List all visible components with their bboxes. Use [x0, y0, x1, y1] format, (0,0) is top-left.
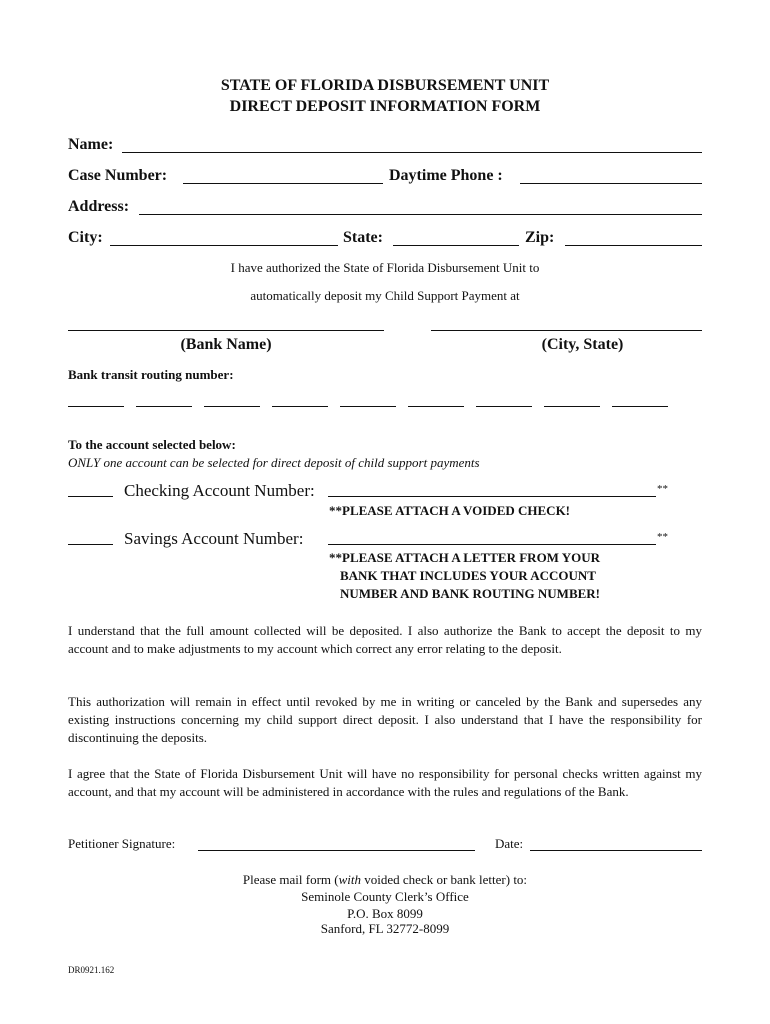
authorization-line1: I have authorized the State of Florida Disbursement Unit to	[230, 260, 540, 275]
city-label: City:	[68, 229, 103, 246]
savings-account-label: Savings Account Number:	[124, 529, 304, 548]
state-label: State:	[343, 229, 383, 246]
bank-city-state-label: (City, State)	[541, 336, 624, 353]
daytime-phone-label: Daytime Phone :	[389, 167, 503, 184]
address-label: Address:	[68, 198, 130, 215]
savings-attach-note-line1: **PLEASE ATTACH A LETTER FROM YOUR	[329, 550, 600, 565]
routing-digit-field[interactable]	[68, 406, 124, 407]
account-heading: To the account selected below:	[68, 437, 236, 452]
name-field[interactable]	[122, 152, 702, 153]
case-number-label: Case Number:	[68, 167, 168, 184]
savings-suffix: **	[657, 531, 668, 543]
authorization-paragraph: This authorization will remain in effect until revoked by me in writing or canceled by the Bank and supersedes any existing instructions concerning my child support direct deposit. I also understand that I have the responsibility for discontinuing the deposits.	[68, 694, 702, 745]
mail-instructions-after: voided check or bank letter) to:	[361, 872, 528, 887]
account-note: ONLY one account can be selected for direct deposit of child support payments	[68, 455, 480, 470]
routing-digit-field[interactable]	[612, 406, 668, 407]
address-field[interactable]	[139, 214, 702, 215]
petitioner-signature-label: Petitioner Signature:	[68, 836, 176, 851]
case-number-field[interactable]	[183, 183, 383, 184]
form-title-line2: DIRECT DEPOSIT INFORMATION FORM	[229, 98, 541, 115]
mail-office: Seminole County Clerk’s Office	[301, 889, 469, 904]
checking-select-field[interactable]	[68, 496, 113, 497]
savings-select-field[interactable]	[68, 544, 113, 545]
checking-attach-note: **PLEASE ATTACH A VOIDED CHECK!	[329, 503, 571, 518]
bank-name-field[interactable]	[68, 330, 384, 331]
daytime-phone-field[interactable]	[520, 183, 702, 184]
checking-account-field[interactable]	[328, 496, 656, 497]
form-title-line1: STATE OF FLORIDA DISBURSEMENT UNIT	[220, 77, 550, 94]
name-label: Name:	[68, 136, 114, 153]
bank-city-state-field[interactable]	[431, 330, 702, 331]
mail-instructions	[0, 871, 770, 888]
mail-instructions-before: Please mail form (	[242, 872, 339, 887]
responsibility-paragraph: I agree that the State of Florida Disbursement Unit will have no responsibility for personal checks written against my account, and that my account will be administered in accordance with the rules and regulations of the Bank.	[68, 766, 702, 799]
savings-attach-note-line3: NUMBER AND BANK ROUTING NUMBER!	[340, 586, 601, 601]
checking-suffix: **	[657, 483, 668, 495]
petitioner-signature-field[interactable]	[198, 850, 475, 851]
state-field[interactable]	[393, 245, 519, 246]
savings-account-field[interactable]	[328, 544, 656, 545]
routing-digit-field[interactable]	[544, 406, 600, 407]
routing-digit-field[interactable]	[408, 406, 464, 407]
mail-instructions-italic: with	[338, 872, 361, 887]
zip-label: Zip:	[525, 229, 555, 246]
city-field[interactable]	[110, 245, 338, 246]
date-label: Date:	[495, 836, 524, 851]
routing-digit-field[interactable]	[204, 406, 260, 407]
mail-po-box: P.O. Box 8099	[347, 906, 423, 921]
bank-name-label: (Bank Name)	[180, 336, 272, 353]
routing-number-label: Bank transit routing number:	[68, 367, 234, 382]
authorization-line2: automatically deposit my Child Support Payment at	[250, 288, 520, 303]
routing-digit-field[interactable]	[476, 406, 532, 407]
zip-field[interactable]	[565, 245, 702, 246]
routing-digit-field[interactable]	[340, 406, 396, 407]
savings-attach-note-line2: BANK THAT INCLUDES YOUR ACCOUNT	[340, 568, 596, 583]
understanding-paragraph: I understand that the full amount collected will be deposited. I also authorize the Bank to accept the deposit to my account and to make adjustments to my account which correct any error relating to the deposit.	[68, 623, 702, 656]
form-code: DR0921.162	[68, 965, 115, 975]
checking-account-label: Checking Account Number:	[124, 481, 315, 500]
date-field[interactable]	[530, 850, 702, 851]
routing-digit-field[interactable]	[272, 406, 328, 407]
mail-city-zip: Sanford, FL 32772-8099	[320, 921, 450, 936]
routing-digit-field[interactable]	[136, 406, 192, 407]
